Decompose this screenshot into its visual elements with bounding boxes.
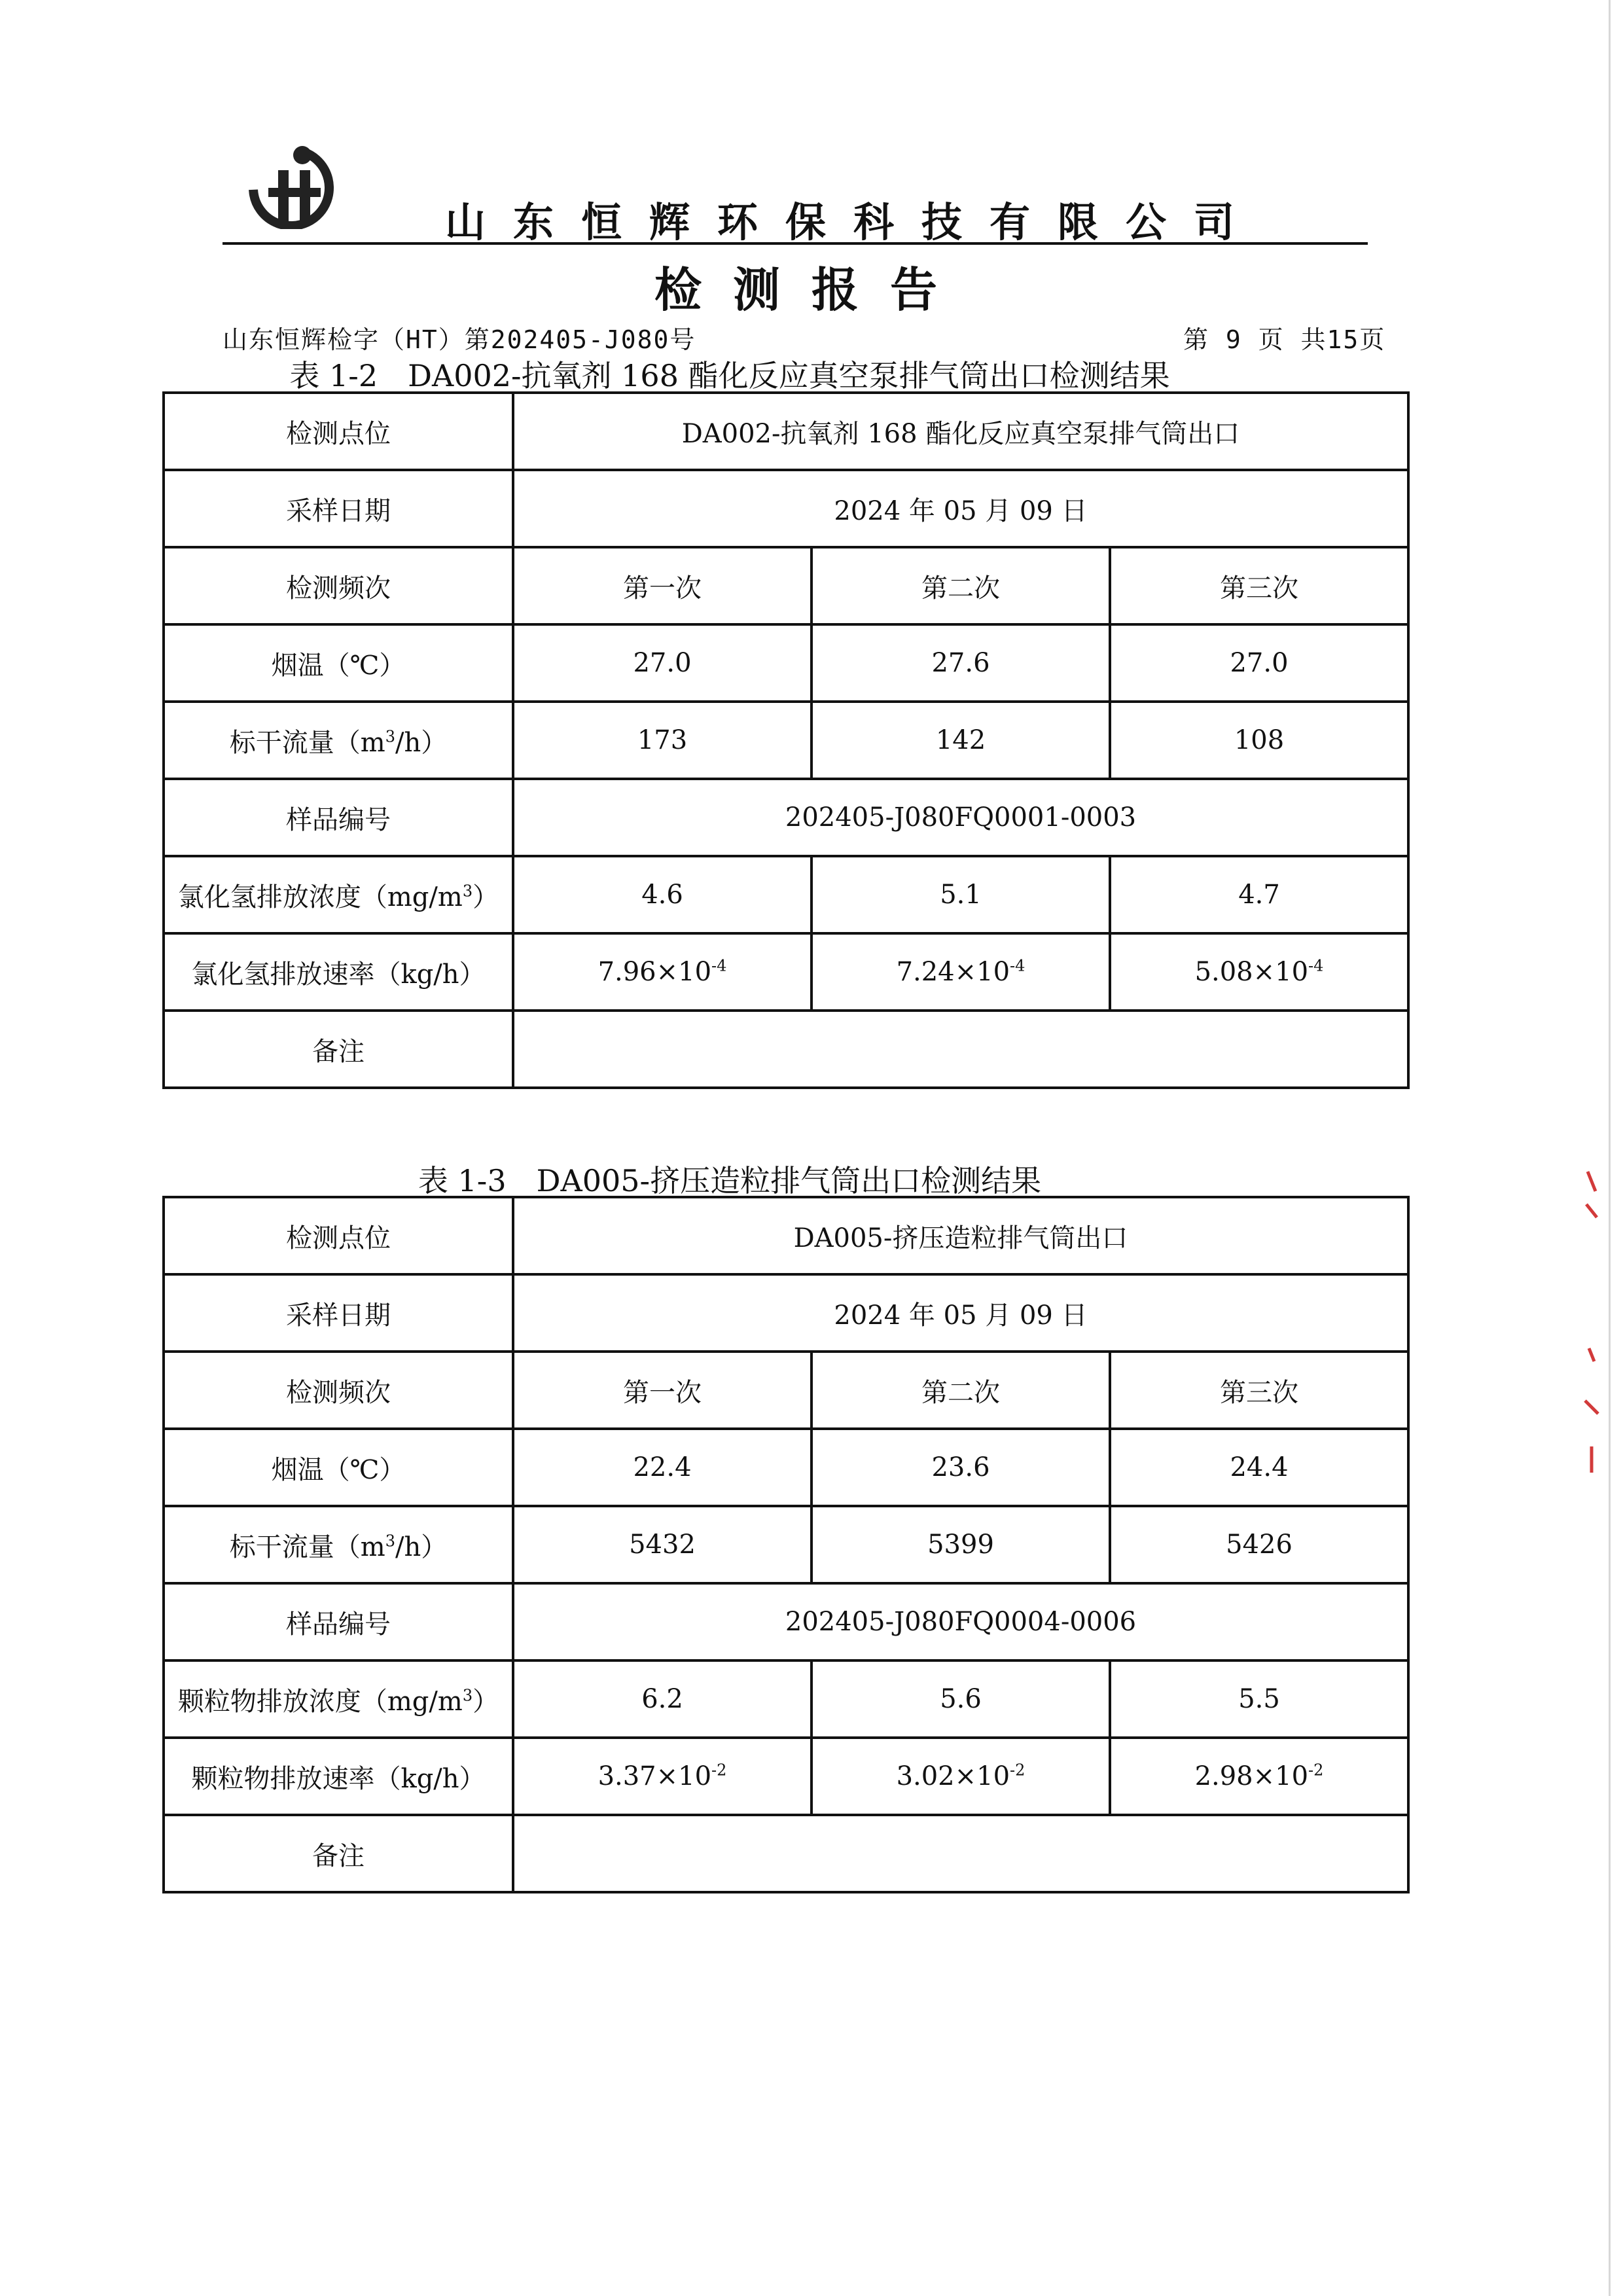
remark-label: 备注 xyxy=(164,1815,513,1892)
page-edge-divider xyxy=(1609,0,1611,2296)
conc-label-sup: 3 xyxy=(462,1686,473,1705)
table-row xyxy=(164,1197,1408,1274)
conc-label-unit: ） xyxy=(473,1686,499,1717)
report-title: 检测报告 xyxy=(654,262,969,317)
frequency-2: 第二次 xyxy=(812,1352,1110,1429)
point-label: 检测点位 xyxy=(164,1197,513,1274)
table-row xyxy=(164,856,1408,933)
company-header xyxy=(223,190,1368,245)
frequency-3: 第三次 xyxy=(1110,1352,1408,1429)
remark-value xyxy=(513,1815,1408,1892)
table-row xyxy=(164,1011,1408,1088)
flow-2: 142 xyxy=(812,702,1110,779)
flow-label-sup: 3 xyxy=(385,1532,395,1551)
sample-value: 202405-J080FQ0004-0006 xyxy=(513,1583,1408,1660)
temp-3: 24.4 xyxy=(1110,1429,1408,1506)
table-row xyxy=(164,1660,1408,1738)
table-row xyxy=(164,1429,1408,1506)
flow-3: 108 xyxy=(1110,702,1408,779)
frequency-label: 检测频次 xyxy=(164,547,513,624)
table-row xyxy=(164,1738,1408,1815)
temp-2: 23.6 xyxy=(812,1429,1110,1506)
table-row xyxy=(164,779,1408,856)
temp-2: 27.6 xyxy=(812,624,1110,702)
rate-2 xyxy=(812,933,1110,1011)
conc-label-text: 氯化氢排放浓度（mg/m xyxy=(177,882,463,912)
temp-3: 27.0 xyxy=(1110,624,1408,702)
rate-1-base: 7.96×10 xyxy=(597,957,712,987)
table-row xyxy=(164,1583,1408,1660)
flow-label xyxy=(164,702,513,779)
rate-label: 氯化氢排放速率（kg/h） xyxy=(164,933,513,1011)
frequency-label: 检测频次 xyxy=(164,1352,513,1429)
flow-label-text: 标干流量（m xyxy=(229,1532,385,1562)
table-row xyxy=(164,1274,1408,1352)
concentration-label xyxy=(164,856,513,933)
temp-1: 27.0 xyxy=(513,624,812,702)
red-stamp-fragment-icon xyxy=(1582,1165,1601,1492)
concentration-2: 5.1 xyxy=(812,856,1110,933)
table2 xyxy=(162,1196,1410,1893)
flow-label-unit: /h） xyxy=(395,1532,448,1562)
table1 xyxy=(162,391,1410,1089)
conc-label-text: 颗粒物排放浓度（mg/m xyxy=(177,1686,463,1717)
rate-1-exp: -4 xyxy=(711,956,727,975)
rate-2 xyxy=(812,1738,1110,1815)
rate-3-base: 5.08×10 xyxy=(1194,957,1309,987)
flow-label-sup: 3 xyxy=(385,727,395,746)
table-row xyxy=(164,393,1408,470)
rate-3-base: 2.98×10 xyxy=(1194,1761,1309,1791)
rate-3-exp: -2 xyxy=(1308,1761,1324,1780)
flow-2: 5399 xyxy=(812,1506,1110,1583)
table-row xyxy=(164,1352,1408,1429)
concentration-2: 5.6 xyxy=(812,1660,1110,1738)
concentration-1: 6.2 xyxy=(513,1660,812,1738)
temp-label: 烟温（℃） xyxy=(164,1429,513,1506)
conc-label-unit: ） xyxy=(473,882,499,912)
table1-caption: 表 1-2 DA002-抗氧剂 168 酯化反应真空泵排气筒出口检测结果 xyxy=(289,358,1170,393)
company-name: 山东恒辉环保科技有限公司 xyxy=(445,198,1262,246)
table-row xyxy=(164,1815,1408,1892)
flow-3: 5426 xyxy=(1110,1506,1408,1583)
rate-3 xyxy=(1110,1738,1408,1815)
report-number: 山东恒辉检字（HT）第202405-J080号 xyxy=(223,325,696,354)
concentration-label xyxy=(164,1660,513,1738)
table-row xyxy=(164,933,1408,1011)
table-row xyxy=(164,470,1408,547)
frequency-2: 第二次 xyxy=(812,547,1110,624)
date-label: 采样日期 xyxy=(164,1274,513,1352)
rate-1 xyxy=(513,933,812,1011)
remark-label: 备注 xyxy=(164,1011,513,1088)
frequency-3: 第三次 xyxy=(1110,547,1408,624)
temp-label: 烟温（℃） xyxy=(164,624,513,702)
rate-1-exp: -2 xyxy=(711,1761,727,1780)
rate-1-base: 3.37×10 xyxy=(597,1761,712,1791)
table-row xyxy=(164,624,1408,702)
rate-1 xyxy=(513,1738,812,1815)
concentration-3: 5.5 xyxy=(1110,1660,1408,1738)
sample-label: 样品编号 xyxy=(164,1583,513,1660)
concentration-1: 4.6 xyxy=(513,856,812,933)
remark-value xyxy=(513,1011,1408,1088)
frequency-1: 第一次 xyxy=(513,1352,812,1429)
page-info: 第 9 页 共15页 xyxy=(1183,325,1386,354)
conc-label-sup: 3 xyxy=(462,882,473,901)
flow-label-text: 标干流量（m xyxy=(229,727,385,758)
date-value: 2024 年 05 月 09 日 xyxy=(513,470,1408,547)
table-row xyxy=(164,1506,1408,1583)
point-label: 检测点位 xyxy=(164,393,513,470)
rate-2-exp: -4 xyxy=(1010,956,1026,975)
flow-label-unit: /h） xyxy=(395,727,448,758)
sample-value: 202405-J080FQ0001-0003 xyxy=(513,779,1408,856)
point-value: DA005-挤压造粒排气筒出口 xyxy=(513,1197,1408,1274)
rate-2-base: 7.24×10 xyxy=(896,957,1010,987)
table-row xyxy=(164,702,1408,779)
temp-1: 22.4 xyxy=(513,1429,812,1506)
concentration-3: 4.7 xyxy=(1110,856,1408,933)
frequency-1: 第一次 xyxy=(513,547,812,624)
rate-2-exp: -2 xyxy=(1010,1761,1026,1780)
sample-label: 样品编号 xyxy=(164,779,513,856)
flow-1: 173 xyxy=(513,702,812,779)
rate-label: 颗粒物排放速率（kg/h） xyxy=(164,1738,513,1815)
table2-caption: 表 1-3 DA005-挤压造粒排气筒出口检测结果 xyxy=(418,1163,1042,1198)
rate-3-exp: -4 xyxy=(1308,956,1324,975)
table-row xyxy=(164,547,1408,624)
flow-label xyxy=(164,1506,513,1583)
flow-1: 5432 xyxy=(513,1506,812,1583)
date-value: 2024 年 05 月 09 日 xyxy=(513,1274,1408,1352)
rate-2-base: 3.02×10 xyxy=(896,1761,1010,1791)
rate-3 xyxy=(1110,933,1408,1011)
date-label: 采样日期 xyxy=(164,470,513,547)
point-value: DA002-抗氧剂 168 酯化反应真空泵排气筒出口 xyxy=(513,393,1408,470)
